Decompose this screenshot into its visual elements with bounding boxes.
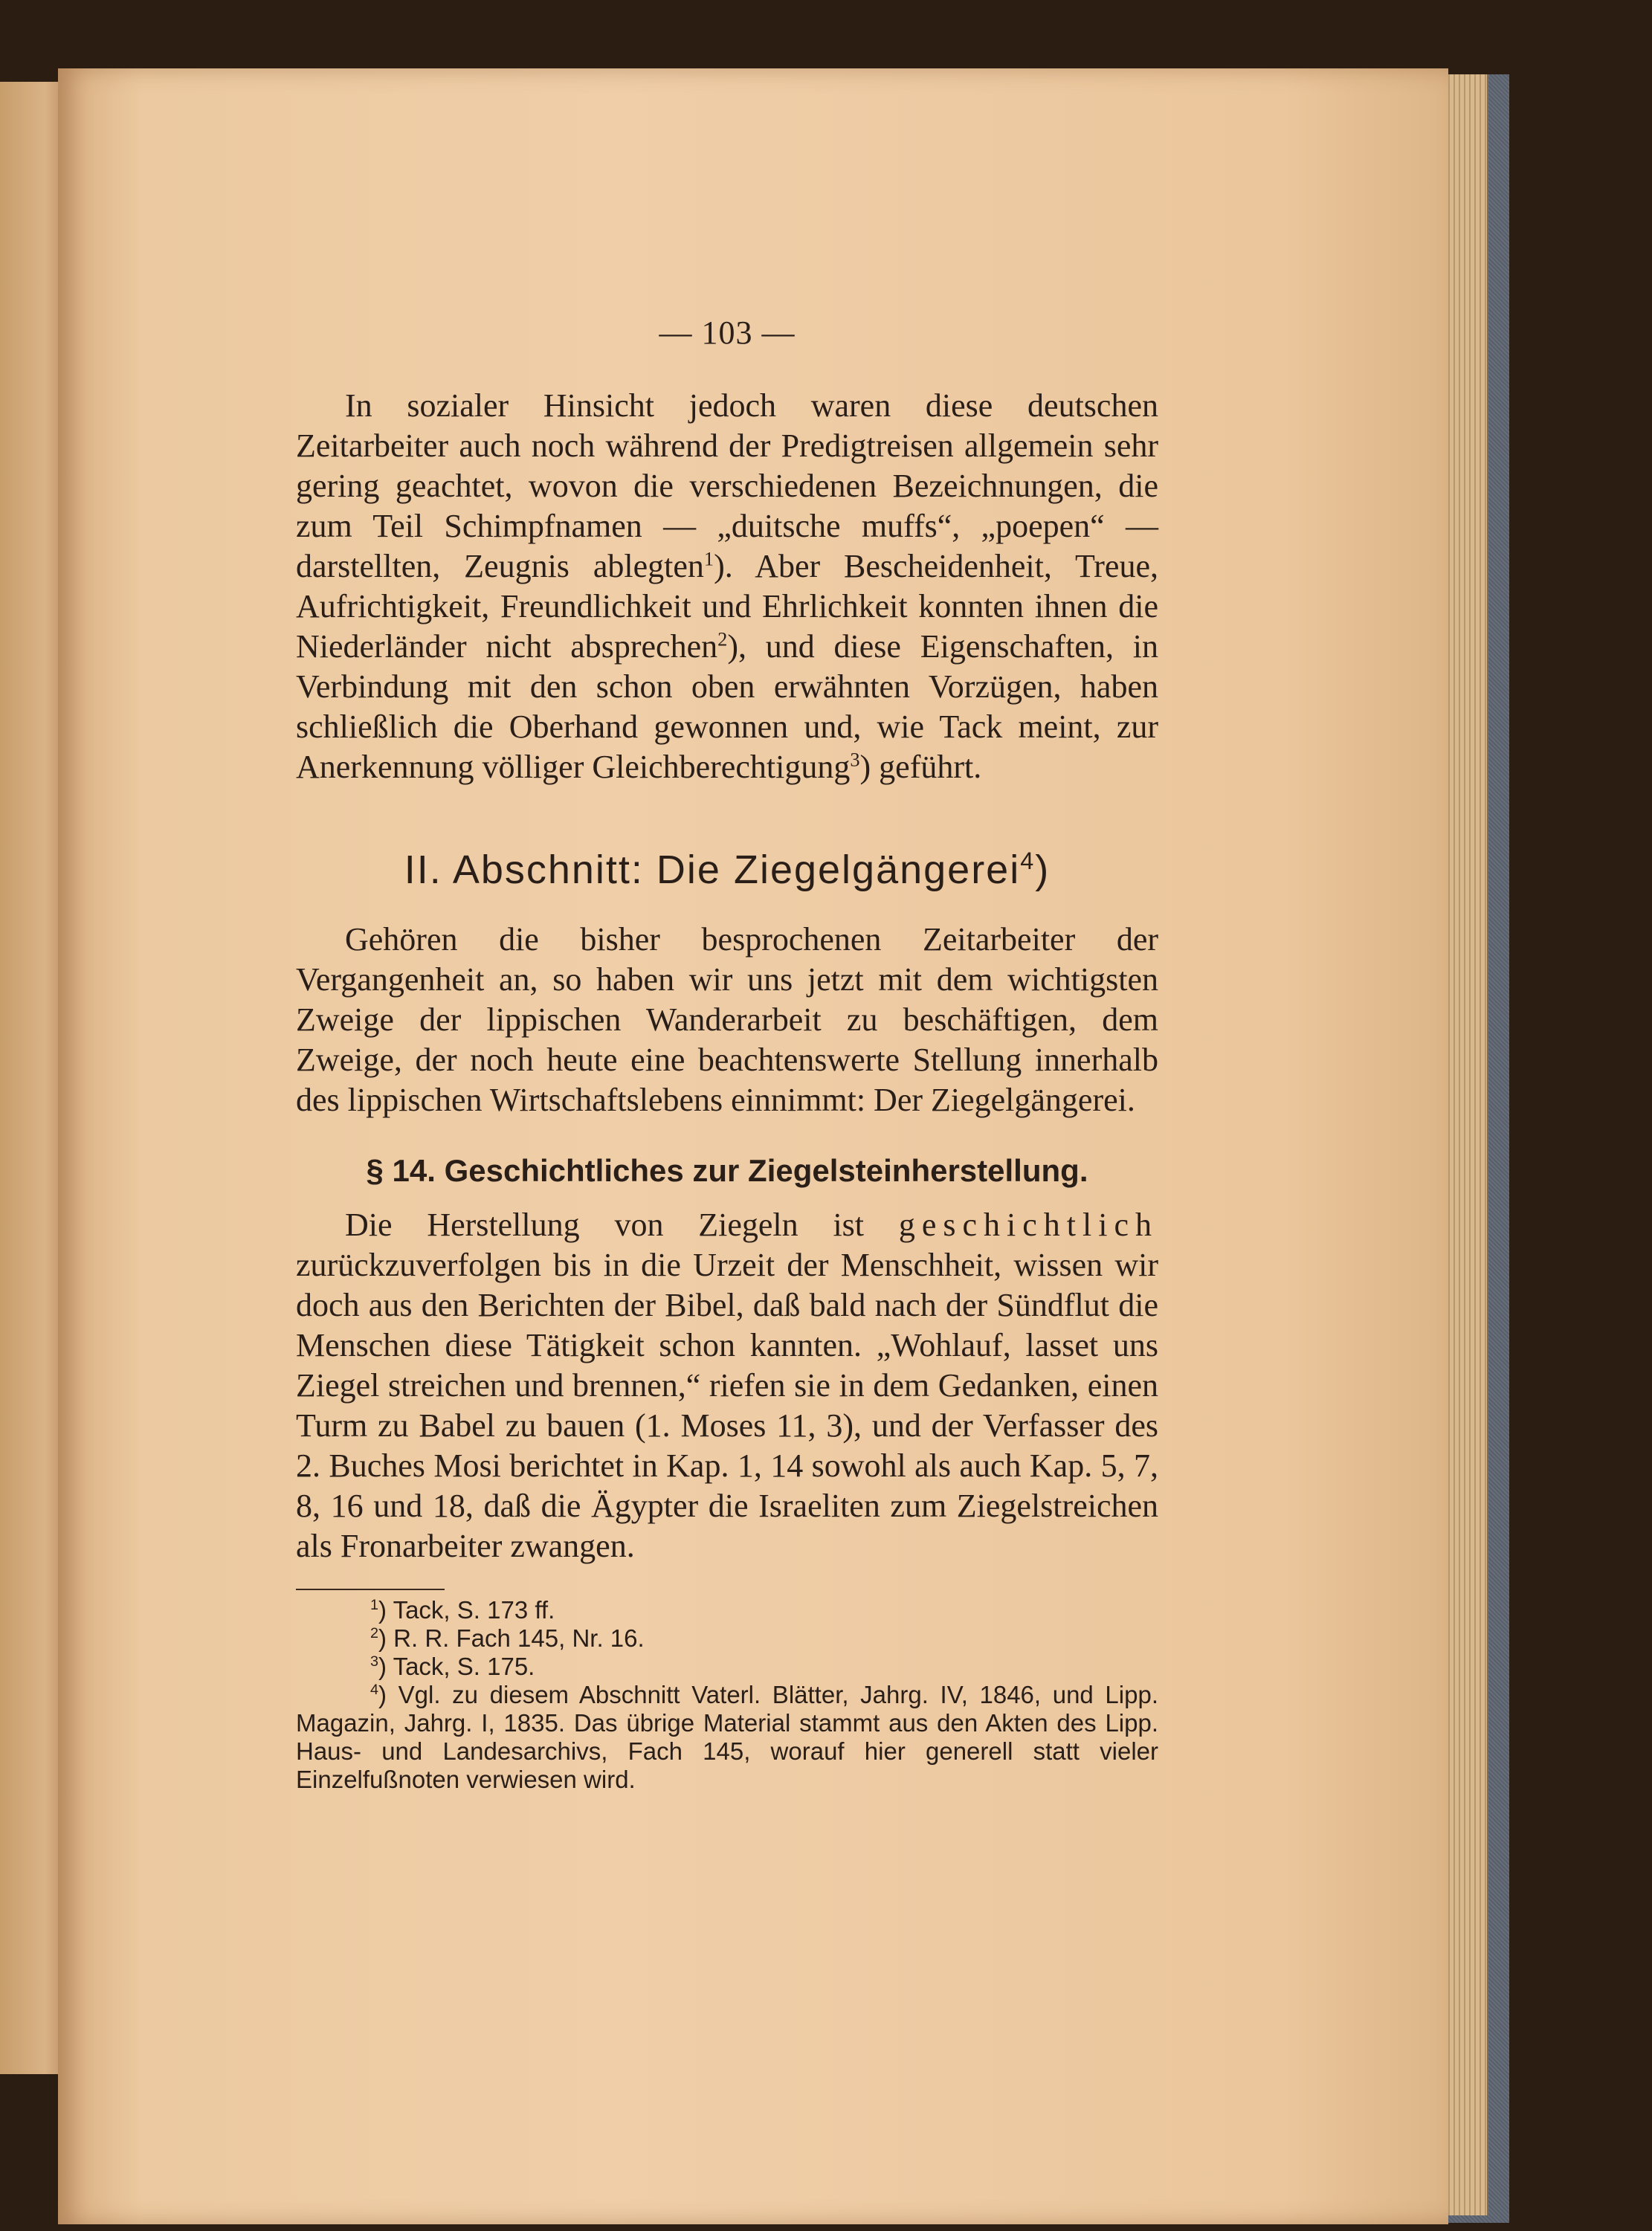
subsection-heading: § 14. Geschichtliches zur Ziegelsteinherstellung. [366, 1153, 1088, 1188]
footnote-text: ) R. R. Fach 145, Nr. 16. [378, 1624, 645, 1652]
footnote-2 [296, 1624, 1158, 1653]
footnote-3 [296, 1653, 1158, 1681]
section-heading-close: ) [1035, 847, 1051, 892]
paragraph-2: Gehören die bisher besprochenen Zeitarbeiter der Vergangenheit an, so haben wir uns jetzt mit dem wichtigsten Zweige der lippischen Wanderarbeit zu beschäftigen, dem Zweige, der noch heute eine beachtenswerte Stellung innerhalb des lippischen Wirtschaftslebens einnimmt: Der Ziegelgängerei. [296, 921, 1158, 1118]
paragraph-3 [296, 1205, 1158, 1566]
footnote-mark: 4 [370, 1682, 379, 1698]
para1-text-d: ) geführt. [859, 749, 982, 785]
footnote-text: ) Tack, S. 173 ff. [378, 1596, 555, 1624]
footnote-ref-2: 2 [717, 627, 728, 650]
footnote-text: ) Tack, S. 175. [378, 1653, 535, 1680]
para3-text-b: zurückzuverfolgen bis in die Urzeit der Menschheit, wissen wir doch aus den Berichten der Bibel, daß bald nach der Sündflut die Menschen diese Tätigkeit schon kannten. „Wohlauf, lasset uns Ziegel streichen und brennen,“ riefen sie in dem Gedanken, einen Turm zu Babel zu bauen (1. Moses 11, 3), und der Verfasser des 2. Buches Mosi berichtet in Kap. 1, 14 sowohl als auch Kap. 5, 7, 8, 16 und 18, daß die Ägypter die Israeliten zum Ziegelstreichen als Fronarbeiter zwangen. [296, 1247, 1158, 1564]
book-page [58, 68, 1448, 2224]
footnote-ref-3: 3 [850, 748, 860, 771]
footnote-1 [296, 1596, 1158, 1624]
footnote-rule [296, 1589, 445, 1590]
page-number: — 103 — [659, 314, 796, 351]
section-heading-text: II. Abschnitt: Die Ziegelgängerei [404, 847, 1021, 892]
footnote-text: ) Vgl. zu diesem Abschnitt Vaterl. Blätter, Jahrg. IV, 1846, und Lipp. Magazin, Jahrg. I, 1835. Das übrige Material stammt aus den Akten des Lipp. Haus- und Landesarchivs, Fach 145, worauf hier generell statt vieler Einzelfußnoten verwiesen wird. [296, 1681, 1158, 1793]
footnote-4 [296, 1681, 1158, 1794]
footnote-ref-1: 1 [703, 547, 714, 570]
footnote-mark: 2 [370, 1625, 379, 1641]
footnote-mark: 1 [370, 1597, 379, 1613]
footnote-mark: 3 [370, 1653, 379, 1670]
section-heading [296, 847, 1158, 893]
para1-text-c: ), und diese Eigenschaften, in Verbindung mit den schon oben erwähnten Vorzügen, haben schließlich die Oberhand gewonnen und, wie Tack meint, zur Anerkennung völliger Gleichberechtigung [296, 628, 1158, 785]
footnote-ref-4: 4 [1020, 847, 1036, 874]
page-text [296, 314, 1158, 1794]
para3-emphasis: geschichtlich [898, 1207, 1158, 1243]
footnotes [296, 1596, 1158, 1794]
para1-text-b: ). Aber Bescheidenheit, Treue, Aufrichtigkeit, Freundlichkeit und Ehrlichkeit konnten ihnen die Niederländer nicht absprechen [296, 548, 1158, 665]
para1-text-a: In sozialer Hinsicht jedoch waren diese deutschen Zeitarbeiter auch noch während der Predigtreisen allgemein sehr gering geachtet, wovon die verschiedenen Bezeichnungen, die zum Teil Schimpfnamen — „duitsche muffs“, „poepen“ — darstellten, Zeugnis ablegten [296, 387, 1158, 584]
para3-text-a: Die Herstellung von Ziegeln ist [345, 1207, 899, 1243]
paragraph-1 [296, 386, 1158, 787]
